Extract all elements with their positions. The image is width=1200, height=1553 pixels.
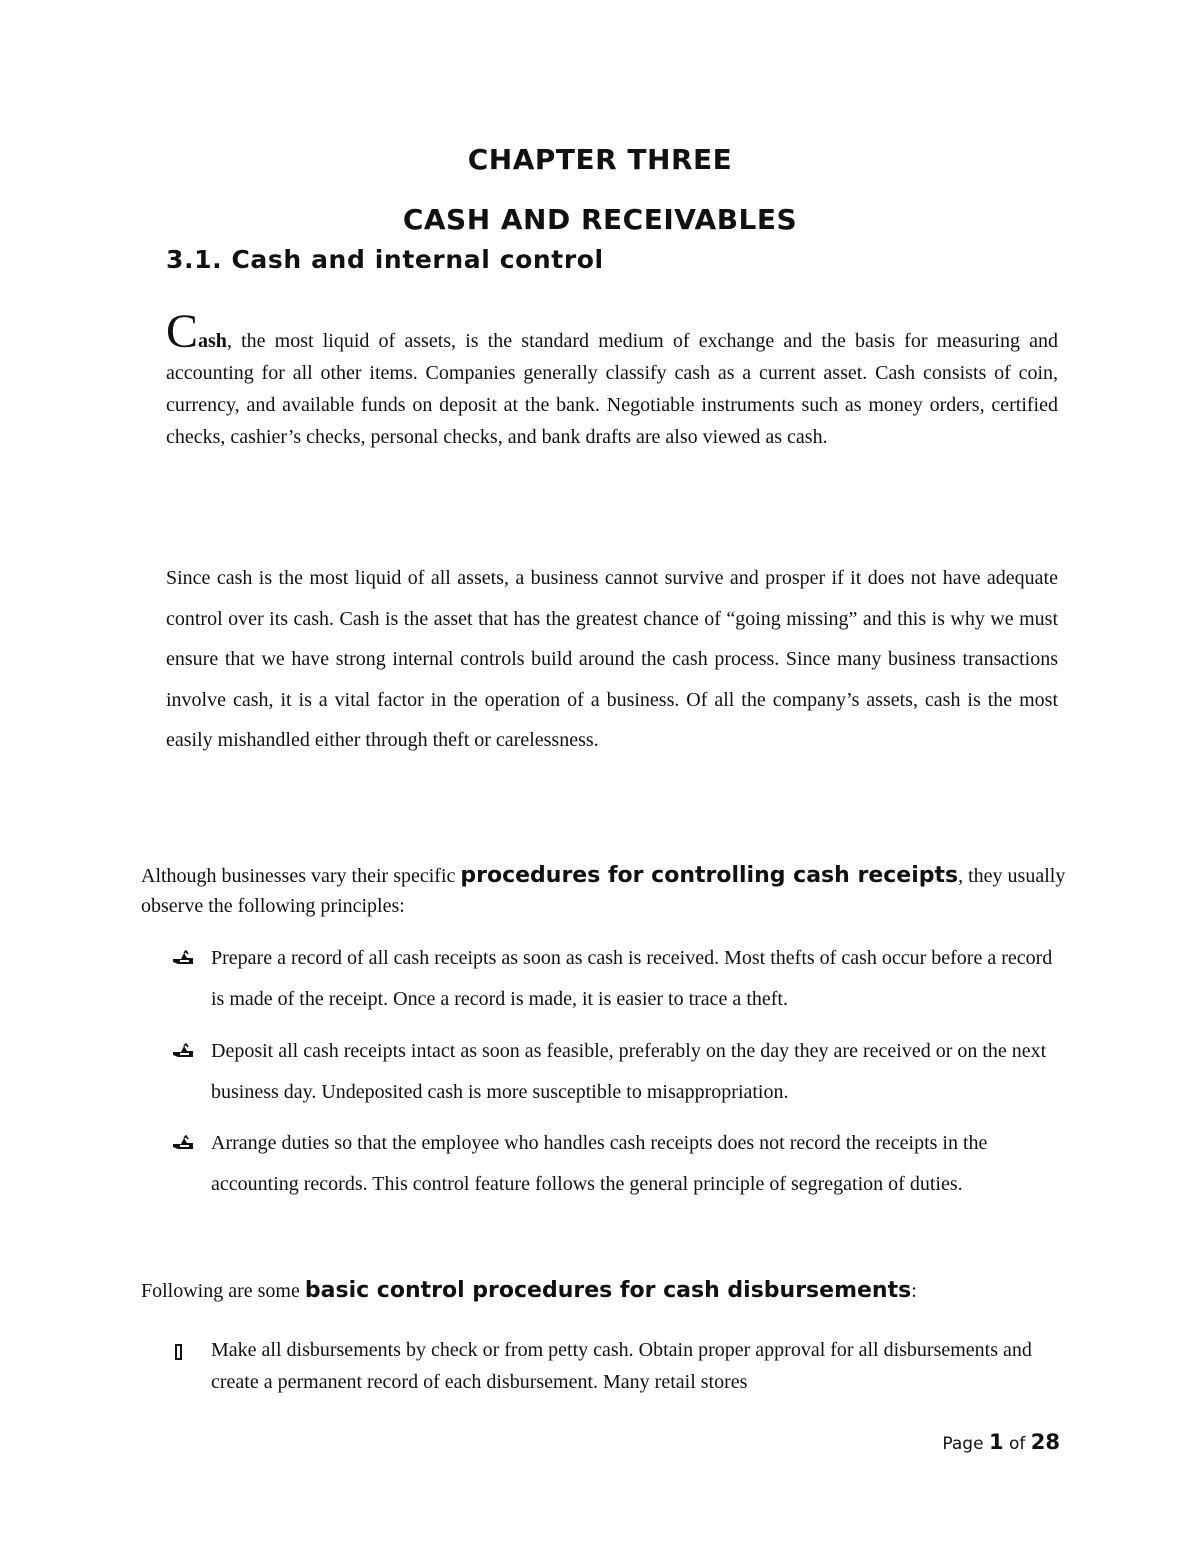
disbursements-intro bbox=[141, 1276, 1081, 1306]
intro-emphasis: procedures for controlling cash receipts bbox=[460, 863, 959, 888]
page-label: Page bbox=[942, 1434, 984, 1454]
section-title: CASH AND RECEIVABLES bbox=[402, 203, 798, 236]
list-item-text: Make all disbursements by check or from petty cash. Obtain proper approval for all disbursements and create a permanent record of each disbursement. Many retail stores bbox=[211, 1339, 1032, 1393]
receipts-intro bbox=[141, 861, 1081, 921]
list-item-text: Prepare a record of all cash receipts as soon as cash is received. Most thefts of cash occur before a record is made of the receipt. Once a record is made, it is easier to trace a theft. bbox=[211, 947, 1053, 1010]
list-item-text: Deposit all cash receipts intact as soon as feasible, preferably on the day they are received or on the next business day. Undeposited cash is more susceptible to misappropriation. bbox=[211, 1040, 1047, 1103]
intro-emphasis: basic control procedures for cash disbursements bbox=[304, 1278, 912, 1303]
chapter-title: CHAPTER THREE bbox=[467, 143, 733, 176]
subsection-heading: 3.1. Cash and internal control bbox=[166, 245, 604, 274]
current-page: 1 bbox=[988, 1430, 1004, 1454]
pointing-hand-icon bbox=[172, 950, 194, 966]
paragraph-cash-control: Since cash is the most liquid of all assets, a business cannot survive and prosper if it does not have adequate control over its cash. Cash is the asset that has the greatest chance of “going missing” and this is why we must ensure that we have strong internal controls build around the cash process. Since many business transactions involve cash, it is a vital factor in the operation of a business. Of all the company’s assets, cash is the most easily mishandled either through theft or carelessness. bbox=[166, 567, 1058, 751]
page-number-footer bbox=[940, 1430, 1060, 1454]
paragraph-text: , the most liquid of assets, is the standard medium of exchange and the basis for measuring and accounting for all other items. Companies generally classify cash as a current asset. Cash consists of coin, currency, and available funds on deposit at the bank. Negotiable instruments such as money orders, certified checks, cashier’s checks, personal checks, and bank drafts are also viewed as cash. bbox=[166, 330, 1058, 448]
intro-text: Following are some bbox=[141, 1280, 305, 1302]
drop-cap: C bbox=[166, 305, 199, 358]
pointing-hand-icon bbox=[172, 1135, 194, 1151]
pointing-hand-icon bbox=[172, 1043, 194, 1059]
paragraph-cash-definition bbox=[166, 305, 1058, 453]
lead-word: ash bbox=[198, 330, 227, 352]
intro-text: Although businesses vary their specific bbox=[141, 865, 461, 887]
total-pages: 28 bbox=[1030, 1430, 1060, 1454]
list-item-text: Arrange duties so that the employee who handles cash receipts does not record the receipts in the accounting records. This control feature follows the general principle of segregation of duties. bbox=[211, 1132, 988, 1195]
box-bullet-icon bbox=[175, 1344, 182, 1360]
intro-text: , they usually observe the following principles: bbox=[141, 865, 1066, 917]
of-label: of bbox=[1008, 1434, 1026, 1454]
intro-text: : bbox=[911, 1280, 917, 1302]
